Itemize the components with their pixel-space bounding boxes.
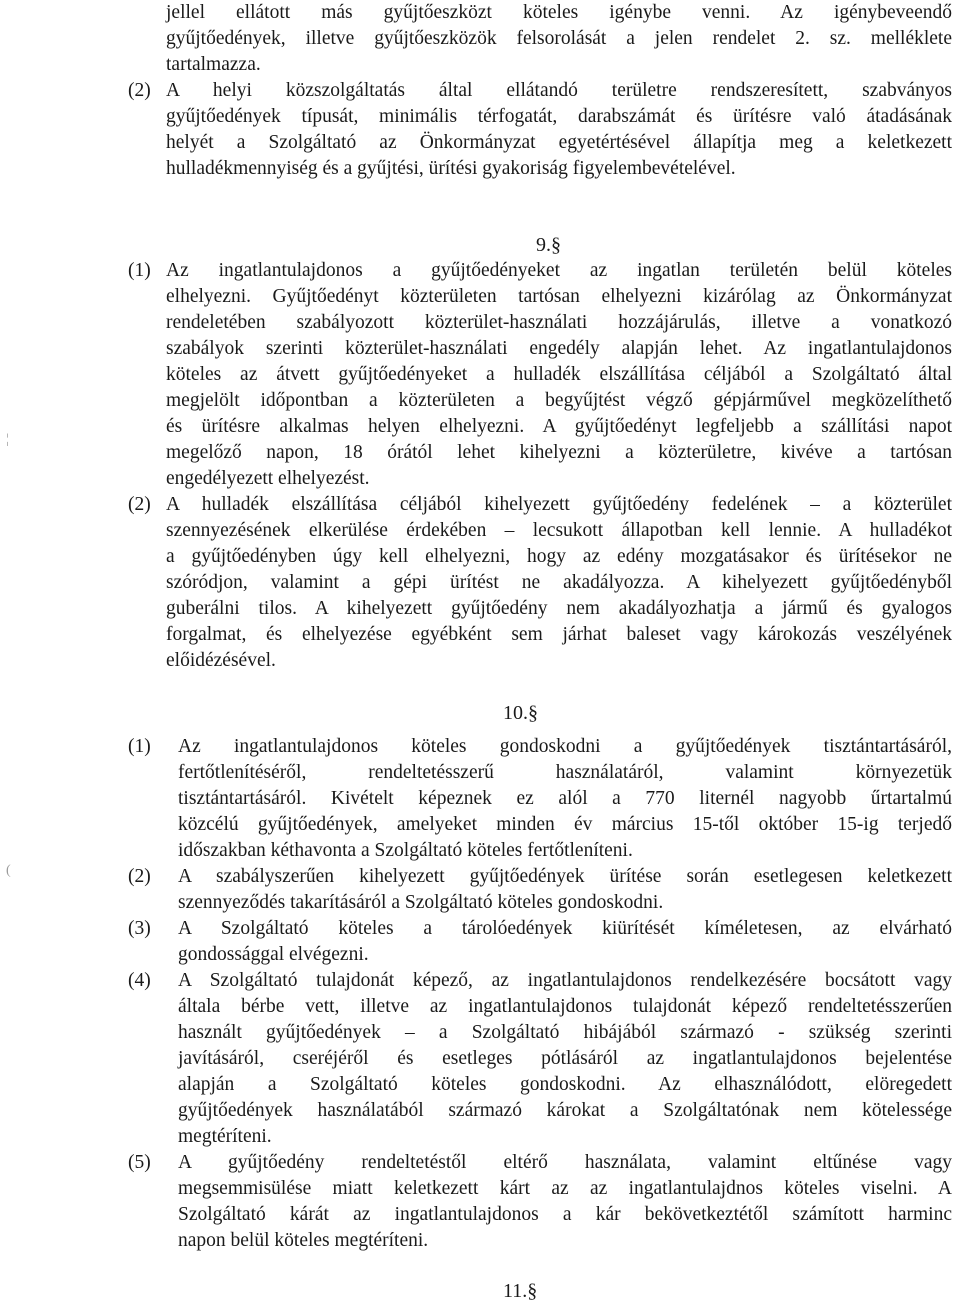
s9-p2-line: forgalmat, és elhelyezése egyébként sem járhat baleset vagy károkozás veszélyének [166, 624, 952, 645]
section-10-heading: 10.§ [503, 702, 538, 724]
s10-p3-number: (3) [128, 918, 151, 939]
s9-p2-line: a gyűjtőedényben úgy kell elhelyezni, hogy az edény mozgatásakor és ürítésekor ne [166, 546, 952, 567]
s10-p4-line: javításáról, cseréjéről és esetleges pótlásáról az ingatlantulajdonos bejelentése [178, 1048, 952, 1069]
s10-p3-line: A Szolgáltató köteles a tárolóedények kiürítését kíméletesen, az elvárható [178, 918, 952, 939]
s10-p1-line: közcélú gyűjtőedények, amelyeket minden év március 15-től október 15-ig terjedő [178, 814, 952, 835]
s10-p2-number: (2) [128, 866, 151, 887]
s10-p1-line: Az ingatlantulajdonos köteles gondoskodni a gyűjtőedények tisztántartásáról, [178, 736, 952, 757]
s10-p2-line: szennyeződés takarításáról a Szolgáltató köteles gondoskodni. [178, 892, 664, 913]
s10-p5-line: Szolgáltató kárát az ingatlantulajdonos a kár bekövetkeztétől számított harminc [178, 1204, 952, 1225]
intro-line-3: tartalmazza. [166, 54, 261, 75]
s10-p5-line: napon belül köteles megtéríteni. [178, 1230, 429, 1251]
s9-p2-line: előidézésével. [166, 650, 276, 671]
s9-p2-number: (2) [128, 494, 151, 515]
s9-p2-line: szennyezésének elkerülése érdekében – lecsukott állapotban kell lennie. A hulladékot [166, 520, 952, 541]
s10-p2-line: A szabályszerűen kihelyezett gyűjtőedények ürítése során esetlegesen keletkezett [178, 866, 952, 887]
s10-p4-line: megtéríteni. [178, 1126, 272, 1147]
s8-p2-line: gyűjtőedények típusát, minimális térfogatát, darabszámát és ürítésre való átadásának [166, 106, 952, 127]
s9-p1-line: elhelyezni. Gyűjtőedényt közterületen tartósan elhelyezni kizárólag az Önkormányzat [166, 286, 952, 307]
s10-p5-line: A gyűjtőedény rendeltetéstől eltérő használata, valamint eltűnése vagy [178, 1152, 952, 1173]
s9-p1-line: szabályok szerinti közterület-használati engedély alapján lehet. Az ingatlantulajdonos [166, 338, 952, 359]
s10-p5-line: megsemmisülése miatt keletkezett kárt az az ingatlantulajdnos köteles viselni. A [178, 1178, 952, 1199]
s9-p1-line: köteles az átvett gyűjtőedényeket a hulladék elszállítása céljából a Szolgáltató által [166, 364, 952, 385]
s9-p2-line: szóródjon, valamint a gépi ürítést ne akadályozza. A kihelyezett gyűjtőedényből [166, 572, 952, 593]
s10-p1-line: tisztántartásáról. Kivételt képeznek ez alól a 770 liternél nagyobb űrtartalmú [178, 788, 952, 809]
s9-p1-line: rendeletében szabályozott közterület-használati hozzájárulás, illetve a vonatkozó [166, 312, 952, 333]
s10-p4-line: alapján a Szolgáltató köteles gondoskodni. Az elhasználódott, elöregedett [178, 1074, 952, 1095]
intro-line-2: gyűjtőedények, illetve gyűjtőeszközök felsorolását a jelen rendelet 2. sz. melléklete [166, 28, 952, 49]
s8-p2-line: helyét a Szolgáltató az Önkormányzat egyetértésével állapítja meg a keletkezett [166, 132, 952, 153]
s9-p2-line: guberálni tilos. A kihelyezett gyűjtőedény nem akadályozhatja a jármű és gyalogos [166, 598, 952, 619]
s10-p4-number: (4) [128, 970, 151, 991]
s8-p2-number: (2) [128, 80, 151, 101]
s10-p1-number: (1) [128, 736, 151, 757]
s9-p1-number: (1) [128, 260, 151, 281]
scan-margin-mark: ( [6, 863, 11, 878]
s10-p3-line: gondossággal elvégezni. [178, 944, 369, 965]
s10-p1-line: fertőtlenítéséről, rendeltetésszerű használatáról, valamint környezetük [178, 762, 952, 783]
section-9-heading: 9.§ [536, 234, 561, 256]
s10-p4-line: A Szolgáltató tulajdonát képező, az ingatlantulajdonos rendelkezésére bocsátott vagy [178, 970, 952, 991]
section-11-heading: 11.§ [503, 1280, 538, 1302]
s9-p2-line: A hulladék elszállítása céljából kihelyezett gyűjtőedény fedelének – a közterület [166, 494, 952, 515]
s10-p4-line: gyűjtőedények használatából származó károkat a Szolgáltatónak nem kötelessége [178, 1100, 952, 1121]
s10-p5-number: (5) [128, 1152, 151, 1173]
s9-p1-line: megjelölt időpontban a közterületen a begyűjtést végző gépjárművel megközelíthető [166, 390, 952, 411]
s9-p1-line: Az ingatlantulajdonos a gyűjtőedényeket az ingatlan területén belül köteles [166, 260, 952, 281]
s10-p4-line: használt gyűjtőedények – a Szolgáltató hibájából származó - szükség szerinti [178, 1022, 952, 1043]
s10-p4-line: általa bérbe vett, illetve az ingatlantulajdonos tulajdonát képező rendeltetésszerűen [178, 996, 952, 1017]
s8-p2-line: hulladékmennyiség és a gyűjtési, ürítési gyakoriság figyelembevételével. [166, 158, 736, 179]
intro-line-1: jellel ellátott más gyűjtőeszközt köteles igénybe venni. Az igénybeveendő [166, 2, 952, 23]
s8-p2-line: A helyi közszolgáltatás által ellátandó területre rendszeresített, szabványos [166, 80, 952, 101]
scan-margin-mark: ¦ [6, 432, 9, 447]
s9-p1-line: és ürítésre alkalmas helyen elhelyezni. A gyűjtőedényt legfeljebb a szállítási napot [166, 416, 952, 437]
s10-p1-line: időszakban kéthavonta a Szolgáltató köteles fertőtleníteni. [178, 840, 633, 861]
s9-p1-line: engedélyezett elhelyezést. [166, 468, 370, 489]
s9-p1-line: megelőző napon, 18 órától lehet kihelyezni a közterületre, kivéve a tartósan [166, 442, 952, 463]
